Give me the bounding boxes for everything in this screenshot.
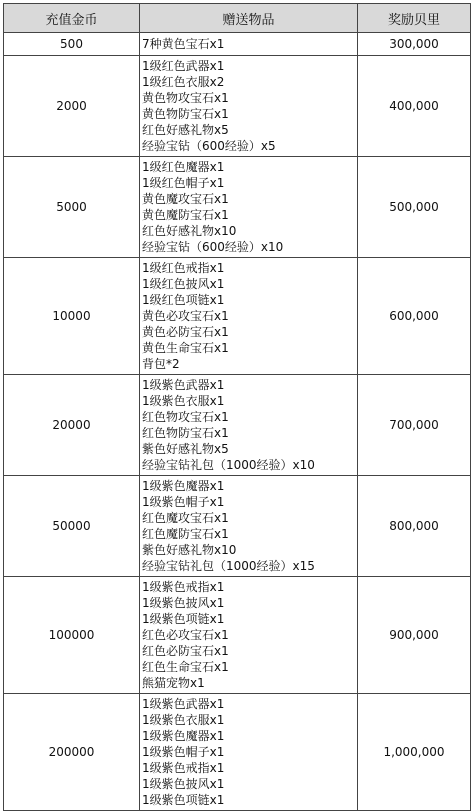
gift-item: 经验宝钻礼包（1000经验）x15: [142, 559, 315, 573]
reward-cell: 300,000: [358, 33, 471, 56]
gold-cell: 20000: [4, 375, 140, 476]
header-items: 赠送物品: [140, 4, 358, 33]
gift-item: 1级红色帽子x1: [142, 176, 225, 190]
items-cell: [140, 476, 358, 577]
gift-item: 黄色必防宝石x1: [142, 325, 229, 339]
table-row: [4, 33, 471, 56]
gold-cell: 5000: [4, 157, 140, 258]
table-row: [4, 577, 471, 694]
table-row: [4, 56, 471, 157]
gift-item: 1级紫色魔器x1: [142, 729, 225, 743]
table-row: [4, 476, 471, 577]
reward-cell: 800,000: [358, 476, 471, 577]
gold-cell: 50000: [4, 476, 140, 577]
table-row: [4, 157, 471, 258]
gift-item: 红色生命宝石x1: [142, 660, 229, 674]
gift-item: 红色魔攻宝石x1: [142, 511, 229, 525]
gift-item: 红色必防宝石x1: [142, 644, 229, 658]
items-cell: [140, 577, 358, 694]
gift-item: 1级紫色项链x1: [142, 793, 225, 807]
reward-cell: 400,000: [358, 56, 471, 157]
gift-item: 经验宝钻（600经验）x10: [142, 240, 284, 254]
gift-item: 黄色魔攻宝石x1: [142, 192, 229, 206]
gift-item: 经验宝钻礼包（1000经验）x10: [142, 458, 315, 472]
gift-item: 熊猫宠物x1: [142, 676, 205, 690]
gift-item: 1级紫色戒指x1: [142, 580, 225, 594]
gift-item: 1级红色武器x1: [142, 59, 225, 73]
gift-item: 红色好感礼物x5: [142, 123, 229, 137]
reward-cell: 900,000: [358, 577, 471, 694]
gift-item: 1级紫色衣服x1: [142, 713, 225, 727]
items-cell: [140, 375, 358, 476]
reward-cell: 500,000: [358, 157, 471, 258]
items-cell: [140, 33, 358, 56]
table-row: [4, 375, 471, 476]
gift-item: 黄色魔防宝石x1: [142, 208, 229, 222]
reward-cell: 700,000: [358, 375, 471, 476]
gift-item: 1级红色戒指x1: [142, 261, 225, 275]
gold-cell: 500: [4, 33, 140, 56]
gift-item: 经验宝钻（600经验）x5: [142, 139, 276, 153]
gift-item: 1级紫色武器x1: [142, 378, 225, 392]
gift-item: 1级紫色戒指x1: [142, 761, 225, 775]
items-cell: [140, 157, 358, 258]
gift-item: 1级紫色披风x1: [142, 777, 225, 791]
gift-item: 红色物攻宝石x1: [142, 410, 229, 424]
gift-item: 红色物防宝石x1: [142, 426, 229, 440]
gift-item: 1级红色项链x1: [142, 293, 225, 307]
items-cell: [140, 694, 358, 811]
gift-item: 紫色好感礼物x5: [142, 442, 229, 456]
gift-item: 1级红色魔器x1: [142, 160, 225, 174]
gift-item: 背包*2: [142, 357, 180, 371]
gift-item: 黄色生命宝石x1: [142, 341, 229, 355]
gift-item: 7种黄色宝石x1: [142, 37, 225, 51]
gift-item: 红色魔防宝石x1: [142, 527, 229, 541]
gift-item: 红色好感礼物x10: [142, 224, 237, 238]
gift-item: 黄色必攻宝石x1: [142, 309, 229, 323]
gold-cell: 200000: [4, 694, 140, 811]
header-row: [4, 4, 471, 33]
gift-item: 1级紫色项链x1: [142, 612, 225, 626]
gift-item: 黄色物攻宝石x1: [142, 91, 229, 105]
gold-cell: 10000: [4, 258, 140, 375]
header-gold: 充值金币: [4, 4, 140, 33]
gift-item: 1级紫色武器x1: [142, 697, 225, 711]
gift-item: 1级紫色帽子x1: [142, 495, 225, 509]
reward-cell: 1,000,000: [358, 694, 471, 811]
gift-item: 紫色好感礼物x10: [142, 543, 237, 557]
table-row: [4, 258, 471, 375]
gift-item: 1级紫色衣服x1: [142, 394, 225, 408]
gift-item: 红色必攻宝石x1: [142, 628, 229, 642]
gift-item: 1级紫色魔器x1: [142, 479, 225, 493]
table-row: [4, 694, 471, 811]
header-reward: 奖励贝里: [358, 4, 471, 33]
gift-item: 1级紫色帽子x1: [142, 745, 225, 759]
gift-item: 1级紫色披风x1: [142, 596, 225, 610]
recharge-reward-table-container: [3, 3, 470, 811]
gift-item: 1级红色披风x1: [142, 277, 225, 291]
gold-cell: 2000: [4, 56, 140, 157]
table-body: [4, 33, 471, 811]
gift-item: 黄色物防宝石x1: [142, 107, 229, 121]
recharge-reward-table: [3, 3, 471, 811]
items-cell: [140, 56, 358, 157]
gold-cell: 100000: [4, 577, 140, 694]
items-cell: [140, 258, 358, 375]
reward-cell: 600,000: [358, 258, 471, 375]
gift-item: 1级红色衣服x2: [142, 75, 225, 89]
